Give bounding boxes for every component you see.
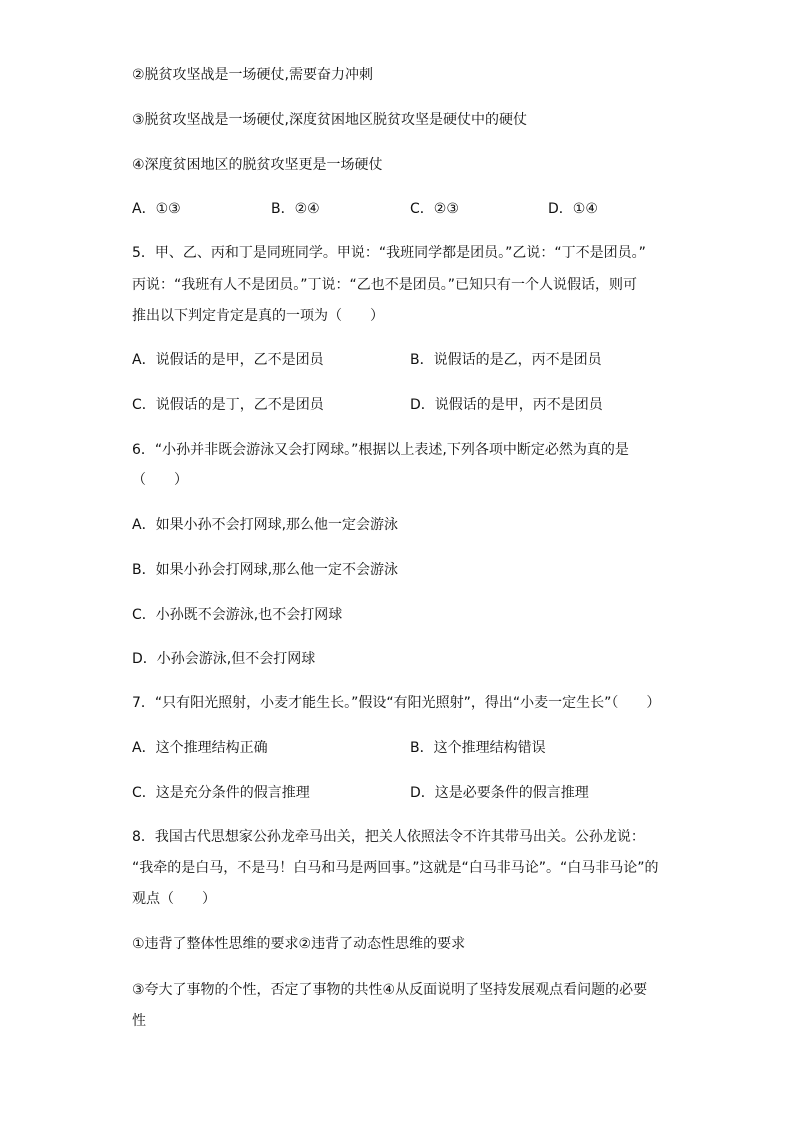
- q4-option-a: A．①③: [132, 201, 181, 217]
- q5-option-c: C．说假话的是丁，乙不是团员: [132, 397, 324, 413]
- q6-option-d: D．小孙会游泳,但不会打网球: [132, 651, 316, 667]
- q6-option-b: B．如果小孙会打网球,那么他一定不会游泳: [132, 562, 399, 578]
- q7-stem: 7．“只有阳光照射，小麦才能生长。”假设“有阳光照射”，得出“小麦一定生长”（ ）: [132, 695, 661, 711]
- q5-option-b: B．说假话的是乙，丙不是团员: [410, 352, 602, 368]
- q6-option-c: C．小孙既不会游泳,也不会打网球: [132, 607, 343, 623]
- q4-statement-3: ③脱贫攻坚战是一场硬仗,深度贫困地区脱贫攻坚是硬仗中的硬仗: [132, 112, 527, 128]
- q6-stem-line-1: 6．“小孙并非既会游泳又会打网球。”根据以上表述,下列各项中断定必然为真的是: [132, 442, 629, 458]
- q8-statements-2-line-1: ③夸大了事物的个性，否定了事物的共性④从反面说明了坚持发展观点看问题的必要: [132, 982, 648, 998]
- q4-option-d: D．①④: [548, 201, 598, 217]
- q4-statement-4: ④深度贫困地区的脱贫攻坚更是一场硬仗: [132, 157, 383, 173]
- q7-option-a: A．这个推理结构正确: [132, 740, 268, 756]
- q4-option-c: C．②③: [410, 201, 459, 217]
- q5-option-d: D．说假话的是甲，丙不是团员: [410, 397, 603, 413]
- q5-stem-line-1: 5．甲、乙、丙和丁是同班同学。甲说：“我班同学都是团员。”乙说：“丁不是团员。”: [132, 245, 646, 261]
- q8-statements-2-line-2: 性: [132, 1013, 146, 1029]
- q8-statements-1: ①违背了整体性思维的要求②违背了动态性思维的要求: [132, 936, 466, 952]
- q8-stem-line-1: 8．我国古代思想家公孙龙牵马出关，把关人依照法令不许其带马出关。公孙龙说：: [132, 829, 645, 845]
- q6-stem-line-2: （ ）: [132, 472, 188, 488]
- q8-stem-line-2: “我牵的是白马，不是马！白马和马是两回事。”这就是“白马非马论”。“白马非马论”的: [132, 860, 659, 876]
- q6-option-a: A．如果小孙不会打网球,那么他一定会游泳: [132, 517, 399, 533]
- q5-option-a: A．说假话的是甲，乙不是团员: [132, 352, 324, 368]
- q4-option-b: B．②④: [271, 201, 320, 217]
- q5-stem-line-3: 推出以下判定肯定是真的一项为（ ）: [132, 308, 384, 324]
- q8-stem-line-3: 观点（ ）: [132, 891, 216, 907]
- q5-stem-line-2: 丙说：“我班有人不是团员。”丁说：“乙也不是团员。”已知只有一个人说假话，则可: [132, 277, 638, 293]
- q7-option-d: D．这是必要条件的假言推理: [410, 785, 589, 801]
- q7-option-c: C．这是充分条件的假言推理: [132, 785, 310, 801]
- q7-option-b: B．这个推理结构错误: [410, 740, 546, 756]
- q4-statement-2: ②脱贫攻坚战是一场硬仗,需要奋力冲刺: [132, 67, 373, 83]
